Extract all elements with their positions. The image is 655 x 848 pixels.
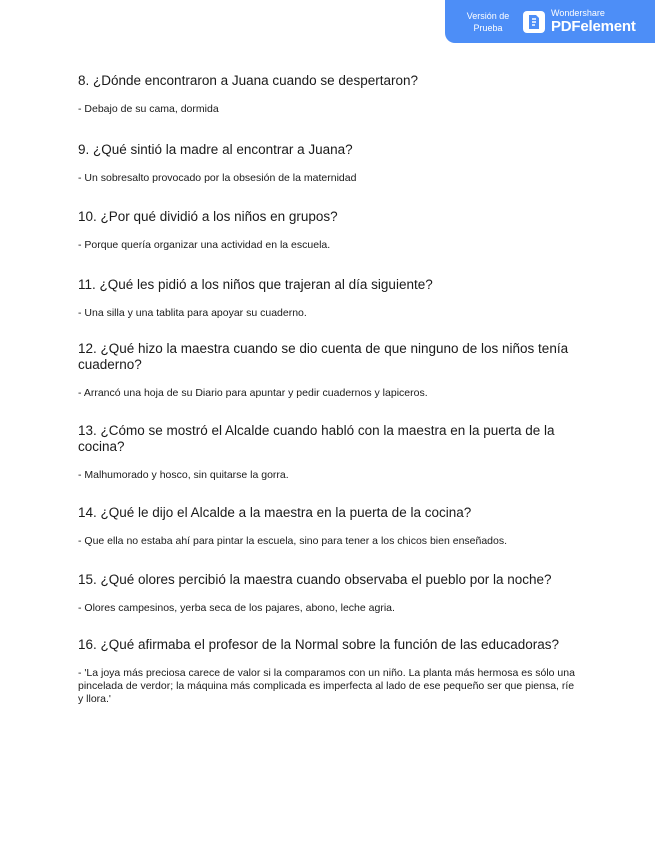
trial-label-line1: Versión de: [466, 10, 510, 21]
qa-item: [78, 637, 578, 706]
qa-item: [78, 142, 578, 185]
qa-item: [78, 277, 578, 320]
brand-company: Wondershare: [551, 8, 605, 18]
answer: - Un sobresalto provocado por la obsesión de la maternidad: [78, 172, 357, 184]
question: 15. ¿Qué olores percibió la maestra cuando observaba el pueblo por la noche?: [78, 572, 552, 587]
question: 9. ¿Qué sintió la madre al encontrar a Juana?: [78, 142, 353, 157]
question: 13. ¿Cómo se mostró el Alcalde cuando habló con la maestra en la puerta de la cocina?: [78, 423, 555, 454]
qa-item: [78, 505, 578, 548]
brand-product: PDFelement: [551, 18, 636, 35]
answer: - Una silla y una tablita para apoyar su cuaderno.: [78, 307, 307, 319]
question: 10. ¿Por qué dividió a los niños en grupos?: [78, 209, 338, 224]
question: 14. ¿Qué le dijo el Alcalde a la maestra en la puerta de la cocina?: [78, 505, 472, 520]
qa-item: [78, 572, 578, 615]
question: 16. ¿Qué afirmaba el profesor de la Normal sobre la función de las educadoras?: [78, 637, 560, 652]
answer: - 'La joya más preciosa carece de valor si la comparamos con un niño. La planta más hermosa es sólo una pincelada de verdor; la máquina más complicada es imperfecta al lado de ese pequeño ser que piensa, ríe y llora.': [78, 667, 575, 705]
qa-item: [78, 423, 578, 482]
answer: - Arrancó una hoja de su Diario para apuntar y pedir cuadernos y lapiceros.: [78, 387, 428, 399]
brand: [551, 8, 636, 35]
answer: - Debajo de su cama, dormida: [78, 103, 219, 115]
question: 8. ¿Dónde encontraron a Juana cuando se despertaron?: [78, 73, 418, 88]
answer: - Olores campesinos, yerba seca de los pajares, abono, leche agria.: [78, 602, 395, 614]
answer: - Malhumorado y hosco, sin quitarse la gorra.: [78, 469, 289, 481]
answer: - Que ella no estaba ahí para pintar la escuela, sino para tener a los chicos bien enseñados.: [78, 535, 508, 547]
answer: - Porque quería organizar una actividad en la escuela.: [78, 239, 331, 251]
document-body: [78, 73, 578, 728]
trial-label: [453, 10, 523, 34]
qa-item: [78, 209, 578, 252]
question: 11. ¿Qué les pidió a los niños que trajeran al día siguiente?: [78, 277, 433, 292]
pdfelement-logo-glyph: [527, 14, 541, 30]
question: 12. ¿Qué hizo la maestra cuando se dio cuenta de que ninguno de los niños tenía cuaderno?: [78, 341, 569, 372]
pdfelement-logo-icon: [523, 11, 545, 33]
trial-label-line2: Prueba: [473, 22, 503, 33]
qa-item: [78, 73, 578, 116]
qa-item: [78, 341, 578, 400]
pdfelement-trial-watermark: [445, 0, 655, 43]
